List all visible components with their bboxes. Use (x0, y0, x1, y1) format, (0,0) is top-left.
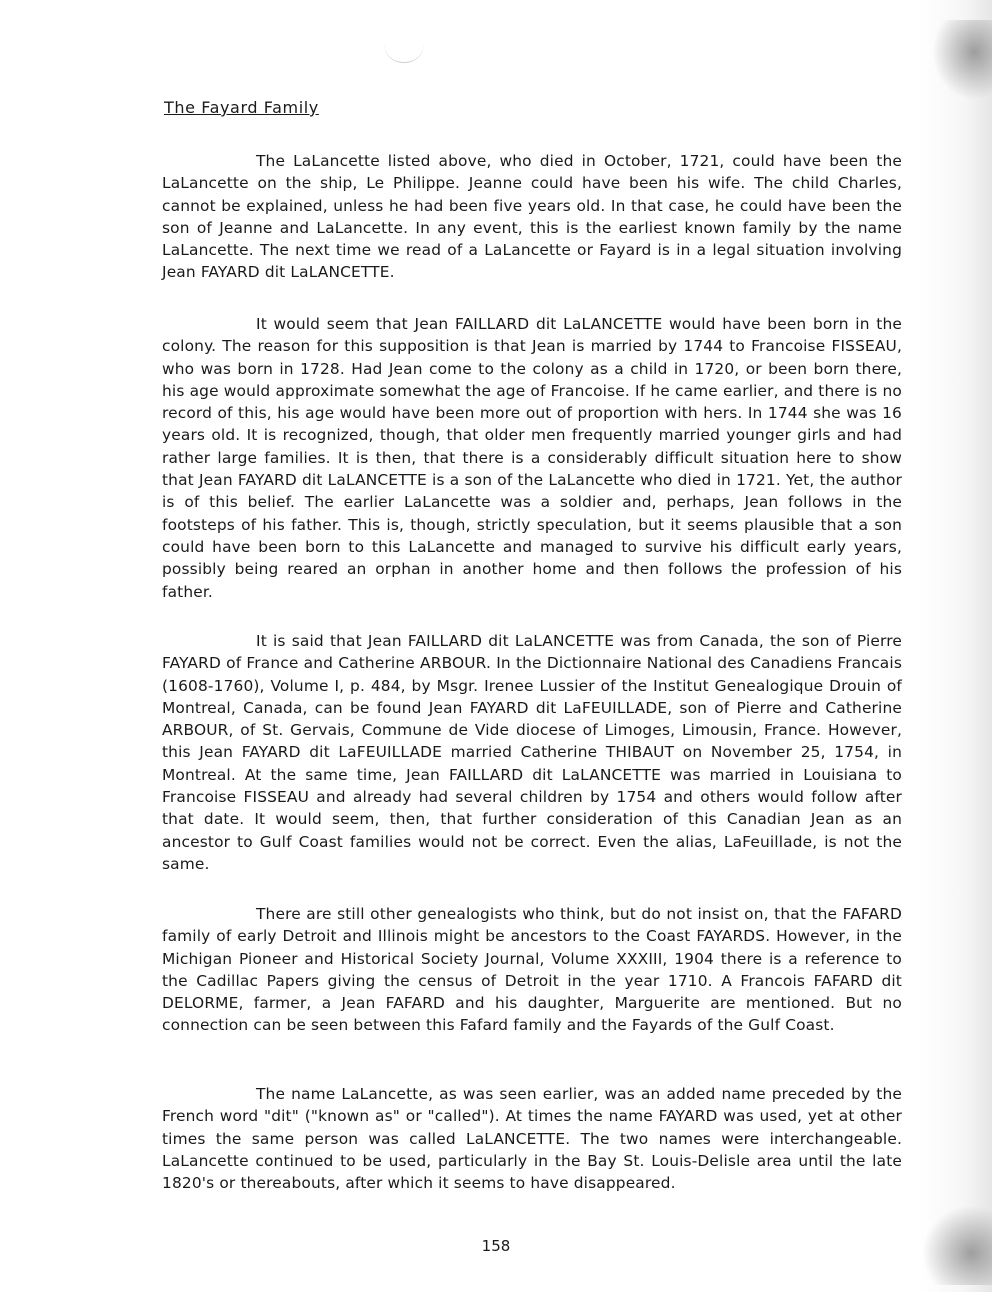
scan-edge-dark-bottom (922, 1205, 992, 1285)
paragraph-2-text: It would seem that Jean FAILLARD dit LaLANCETTE would have been born in the colony. The reason for this supposition is that Jean is married by 1744 to Francoise FISSEAU, who was born in 1728. Had Jean come to the colony as a child in 1720, or been born there, his age would approximate somewhat the age of Francoise. If he came earlier, and there is no record of this, his age would have been more out of proportion with hers. In 1744 she was 16 years old. It is recognized, though, that older men frequently married younger girls and had rather large families. It is then, that there is a considerably difficult situation here to show that Jean FAYARD dit LaLANCETTE is a son of the LaLancette who died in 1721. Yet, the author is of this belief. The earlier LaLancette was a soldier and, perhaps, Jean follows in the footsteps of his father. This is, though, strictly speculation, but it seems plausible that a son could have been born to this LaLancette and managed to survive his difficult early years, possibly being reared an orphan in another home and then follows the profession of his father. (162, 315, 902, 601)
paragraph-2 (162, 313, 902, 603)
paragraph-3-text: It is said that Jean FAILLARD dit LaLANCETTE was from Canada, the son of Pierre FAYARD of France and Catherine ARBOUR. In the Dictionnaire National des Canadiens Francais (1608-1760), Volume I, p. 484, by Msgr. Irenee Lussier of the Institut Genealogique Drouin of Montreal, Canada, can be found Jean FAYARD dit LaFEUILLADE, son of Pierre and Catherine ARBOUR, of St. Gervais, Commune de Vide diocese of Limoges, Limousin, France. However, this Jean FAYARD dit LaFEUILLADE married Catherine THIBAUT on November 25, 1754, in Montreal. At the same time, Jean FAILLARD dit LaLANCETTE was married in Louisiana to Francoise FISSEAU and already had several children by 1754 and others would follow after that date. It would seem, then, that further consideration of this Canadian Jean as an ancestor to Gulf Coast families would not be correct. Even the alias, LaFeuillade, is not the same. (162, 632, 902, 873)
paragraph-3 (162, 630, 902, 875)
paragraph-4 (162, 903, 902, 1037)
paragraph-5-text: The name LaLancette, as was seen earlier, was an added name preceded by the French word "dit" ("known as" or "called"). At times the name FAYARD was used, yet at other times the same person was called LaLANCETTE. The two names were interchangeable. LaLancette continued to be used, particularly in the Bay St. Louis-Delisle area until the late 1820's or thereabouts, after which it seems to have disappeared. (162, 1085, 902, 1193)
scan-edge-dark-top (932, 20, 992, 100)
section-title: The Fayard Family (164, 98, 319, 117)
scan-edge-shadow (920, 0, 992, 1292)
paragraph-5 (162, 1083, 902, 1194)
page-number: 158 (481, 1237, 511, 1255)
paragraph-4-text: There are still other genealogists who think, but do not insist on, that the FAFARD family of early Detroit and Illinois might be ancestors to the Coast FAYARDS. However, in the Michigan Pioneer and Historical Society Journal, Volume XXXIII, 1904 there is a reference to the Cadillac Papers giving the census of Detroit in the year 1710. A Francois FAFARD dit DELORME, farmer, a Jean FAFARD and his daughter, Marguerite are mentioned. But no connection can be seen between this Fafard family and the Fayards of the Gulf Coast. (162, 905, 902, 1035)
punch-hole-mark (384, 44, 424, 63)
paragraph-1-text: The LaLancette listed above, who died in October, 1721, could have been the LaLancette on the ship, Le Philippe. Jeanne could have been his wife. The child Charles, cannot be explained, unless he had been five years old. In that case, he could have been the son of Jeanne and LaLancette. In any event, this is the earliest known family by the name LaLancette. The next time we read of a LaLancette or Fayard is in a legal situation involving Jean FAYARD dit LaLANCETTE. (162, 152, 902, 282)
paragraph-1 (162, 150, 902, 284)
